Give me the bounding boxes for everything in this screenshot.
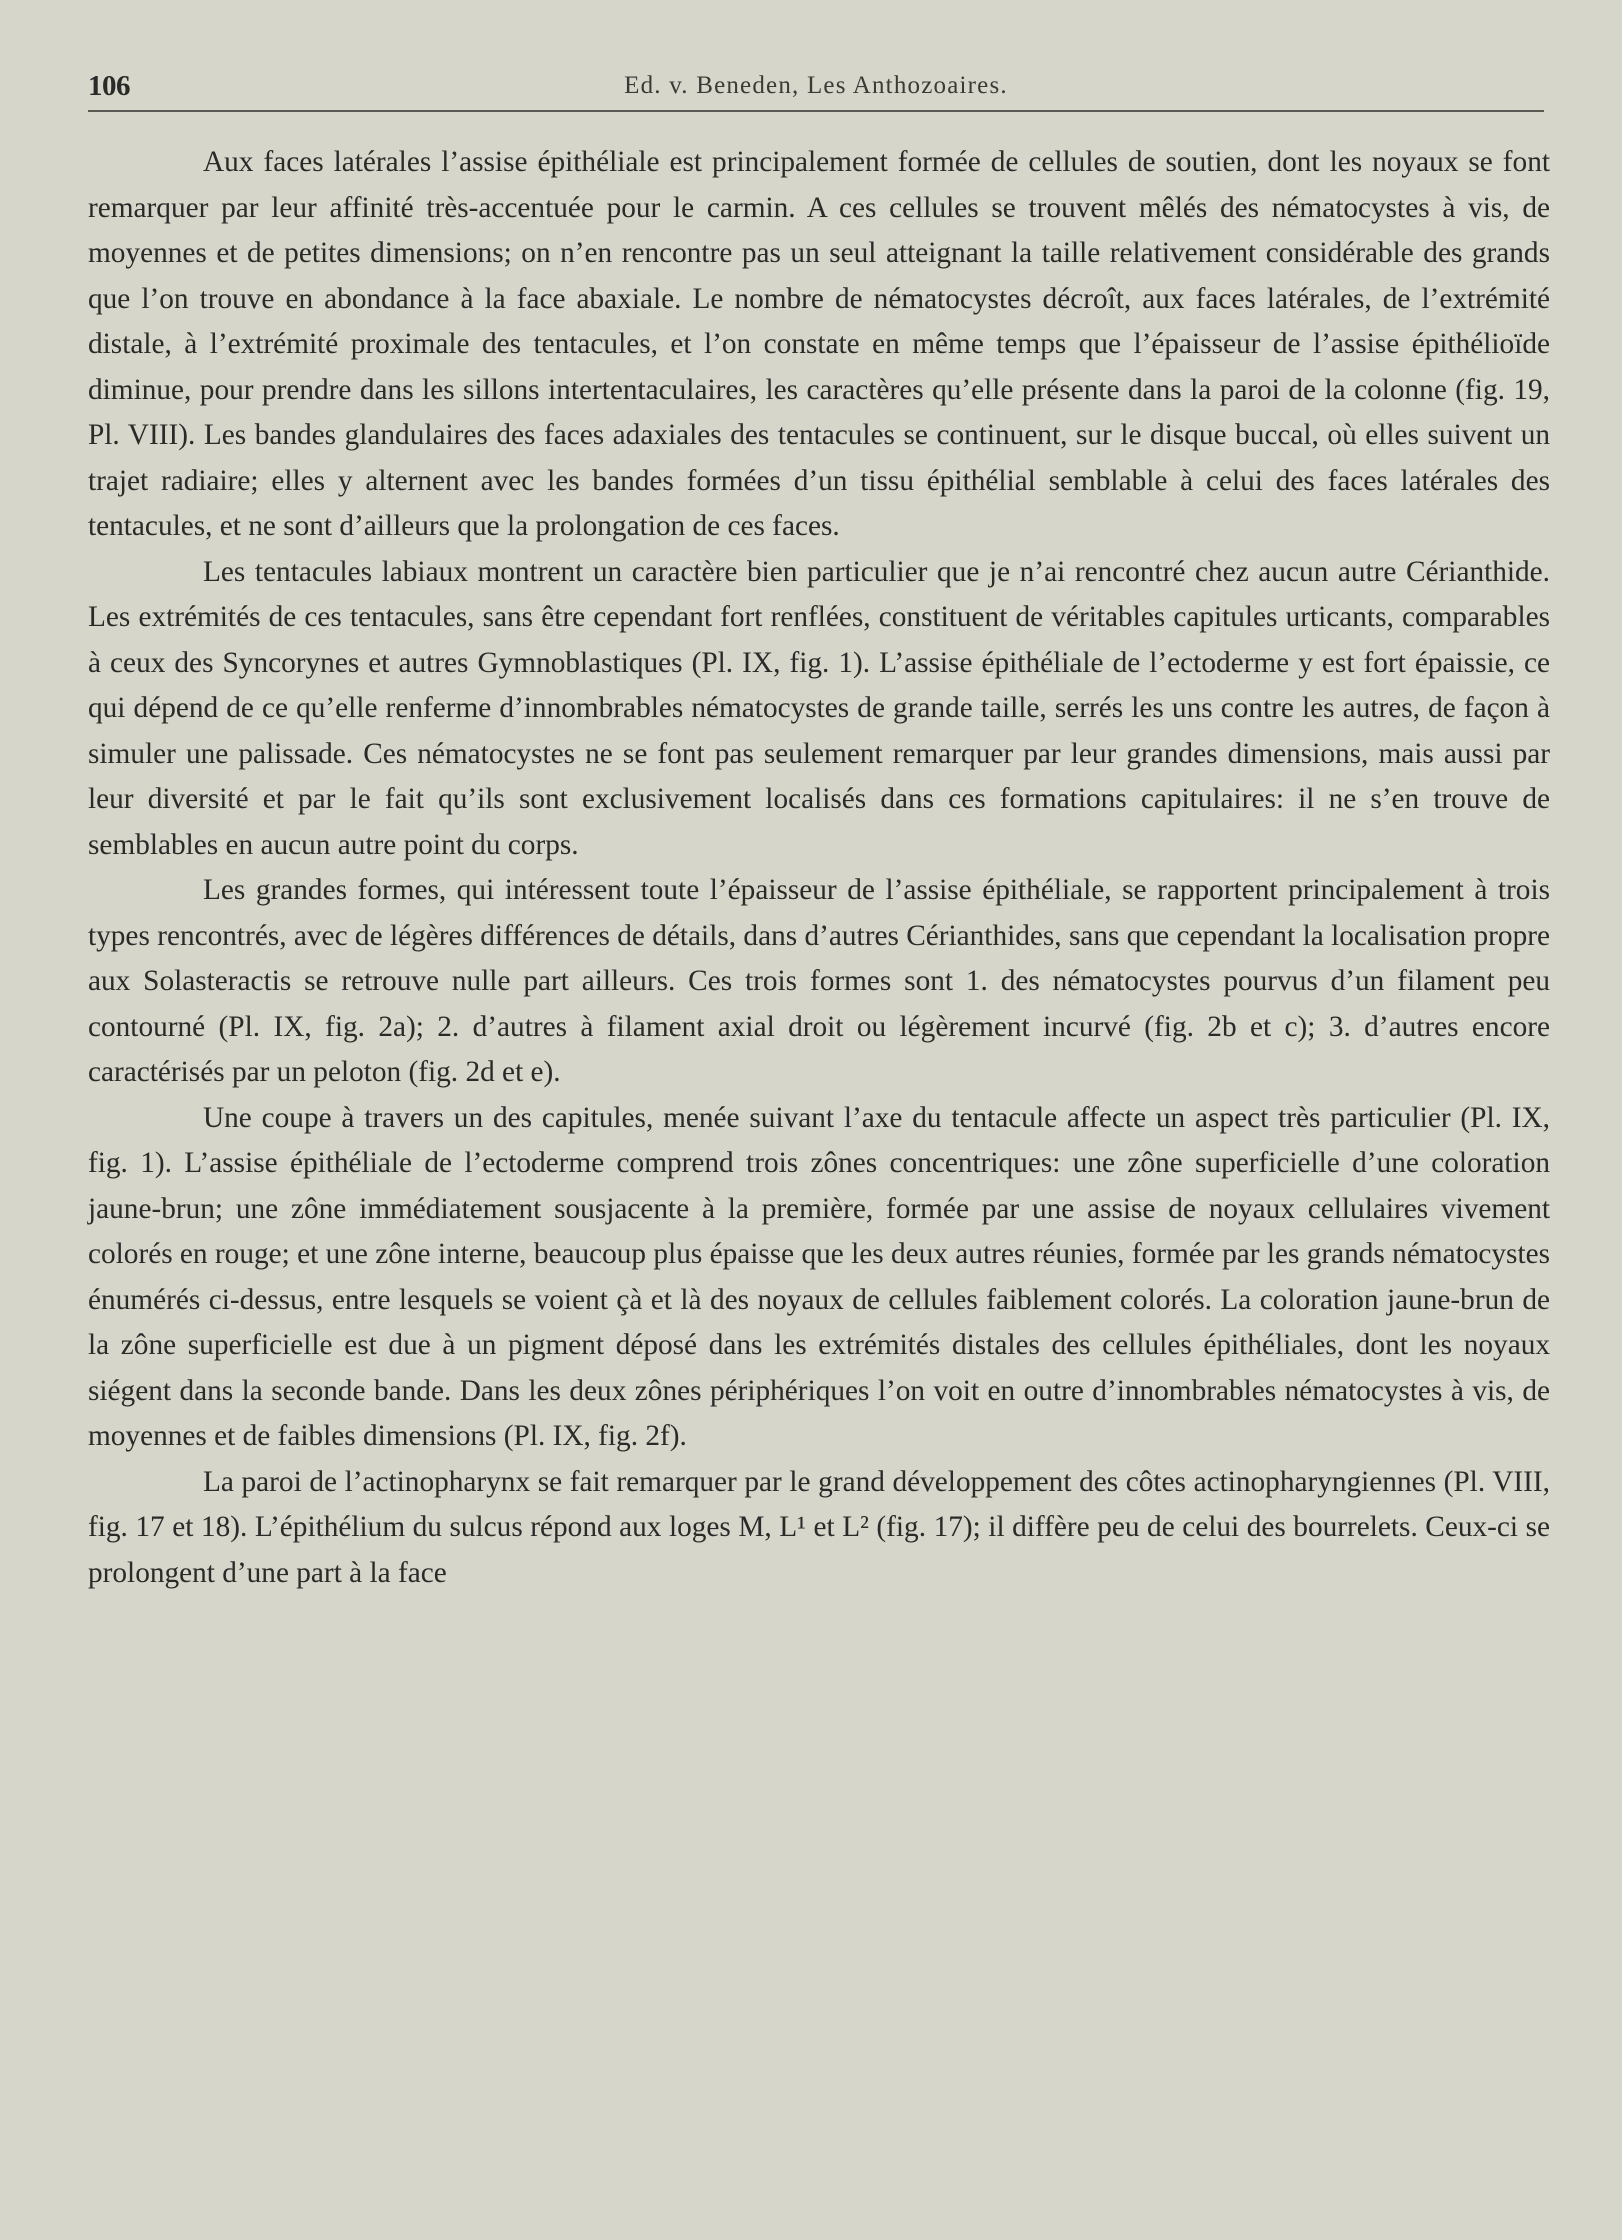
paragraph: Les grandes formes, qui intéressent toute l’épaisseur de l’assise épithéliale, se rapportent principalement à trois types rencontrés, avec de légères différences de détails, dans d’autres Cérianthides, sans que cependant la localisation propre aux Solasteractis se retrouve nulle part ailleurs. Ces trois formes sont 1. des nématocystes pourvus d’un filament peu contourné (Pl. IX, fig. 2a); 2. d’autres à filament axial droit ou légèrement incurvé (fig. 2b et c); 3. d’autres encore caractérisés par un peloton (fig. 2d et e). bbox=[88, 874, 1550, 1088]
paragraph: La paroi de l’actinopharynx se fait remarquer par le grand développement des côtes actinopharyngiennes (Pl. VIII, fig. 17 et 18). L’épithélium du sulcus répond aux loges M, L¹ et L² (fig. 17); il diffère peu de celui des bourrelets. Ceux-ci se prolongent d’une part à la face bbox=[88, 1465, 1550, 1589]
page-number: 106 bbox=[88, 70, 130, 102]
paragraph: Les tentacules labiaux montrent un caractère bien particulier que je n’ai rencontré chez aucun autre Cérianthide. Les extrémités de ces tentacules, sans être cependant fort renflées, constituent de véritables capitules urticants, comparables à ceux des Syncorynes et autres Gymnoblastiques (Pl. IX, fig. 1). L’assise épithéliale de l’ectoderme y est fort épaissie, ce qui dépend de ce qu’elle renferme d’innombrables nématocystes de grande taille, serrés les uns contre les autres, de façon à simuler une palissade. Ces nématocystes ne se font pas seulement remarquer par leur grandes dimensions, mais aussi par leur diversité et par le fait qu’ils sont exclusivement localisés dans ces formations capitulaires: il ne s’en trouve de semblables en aucun autre point du corps. bbox=[88, 555, 1550, 861]
running-title: Ed. v. Beneden, Les Anthozoaires. bbox=[624, 72, 1008, 99]
paragraph: Une coupe à travers un des capitules, menée suivant l’axe du tentacule affecte un aspect très particulier (Pl. IX, fig. 1). L’assise épithéliale de l’ectoderme comprend trois zônes concentriques: une zône superficielle d’une coloration jaune-brun; une zône immédiatement sousjacente à la première, formée par une assise de noyaux cellulaires vivement colorés en rouge; et une zône interne, beaucoup plus épaisse que les deux autres réunies, formée par les grands nématocystes énumérés ci-dessus, entre lesquels se voient çà et là des noyaux de cellules faiblement colorés. La coloration jaune-brun de la zône superficielle est due à un pigment déposé dans les extrémités distales des cellules épithéliales, dont les noyaux siégent dans la seconde bande. Dans les deux zônes périphériques l’on voit en outre d’innombrables nématocystes à vis, de moyennes et de faibles dimensions (Pl. IX, fig. 2f). bbox=[88, 1101, 1550, 1452]
page-header bbox=[88, 70, 1544, 112]
body-text bbox=[88, 140, 1550, 1596]
paragraph: Aux faces latérales l’assise épithéliale est principalement formée de cellules de soutien, dont les noyaux se font remarquer par leur affinité très-accentuée pour le carmin. A ces cellules se trouvent mêlés des nématocystes à vis, de moyennes et de petites dimensions; on n’en rencontre pas un seul atteignant la taille relativement considérable des grands que l’on trouve en abondance à la face abaxiale. Le nombre de nématocystes décroît, aux faces latérales, de l’extrémité distale, à l’extrémité proximale des tentacules, et l’on constate en même temps que l’épaisseur de l’assise épithélioïde diminue, pour prendre dans les sillons intertentaculaires, les caractères qu’elle présente dans la paroi de la colonne (fig. 19, Pl. VIII). Les bandes glandulaires des faces adaxiales des tentacules se continuent, sur le disque buccal, où elles suivent un trajet radiaire; elles y alternent avec les bandes formées d’un tissu épithélial semblable à celui des faces latérales des tentacules, et ne sont d’ailleurs que la prolongation de ces faces. bbox=[88, 146, 1550, 542]
